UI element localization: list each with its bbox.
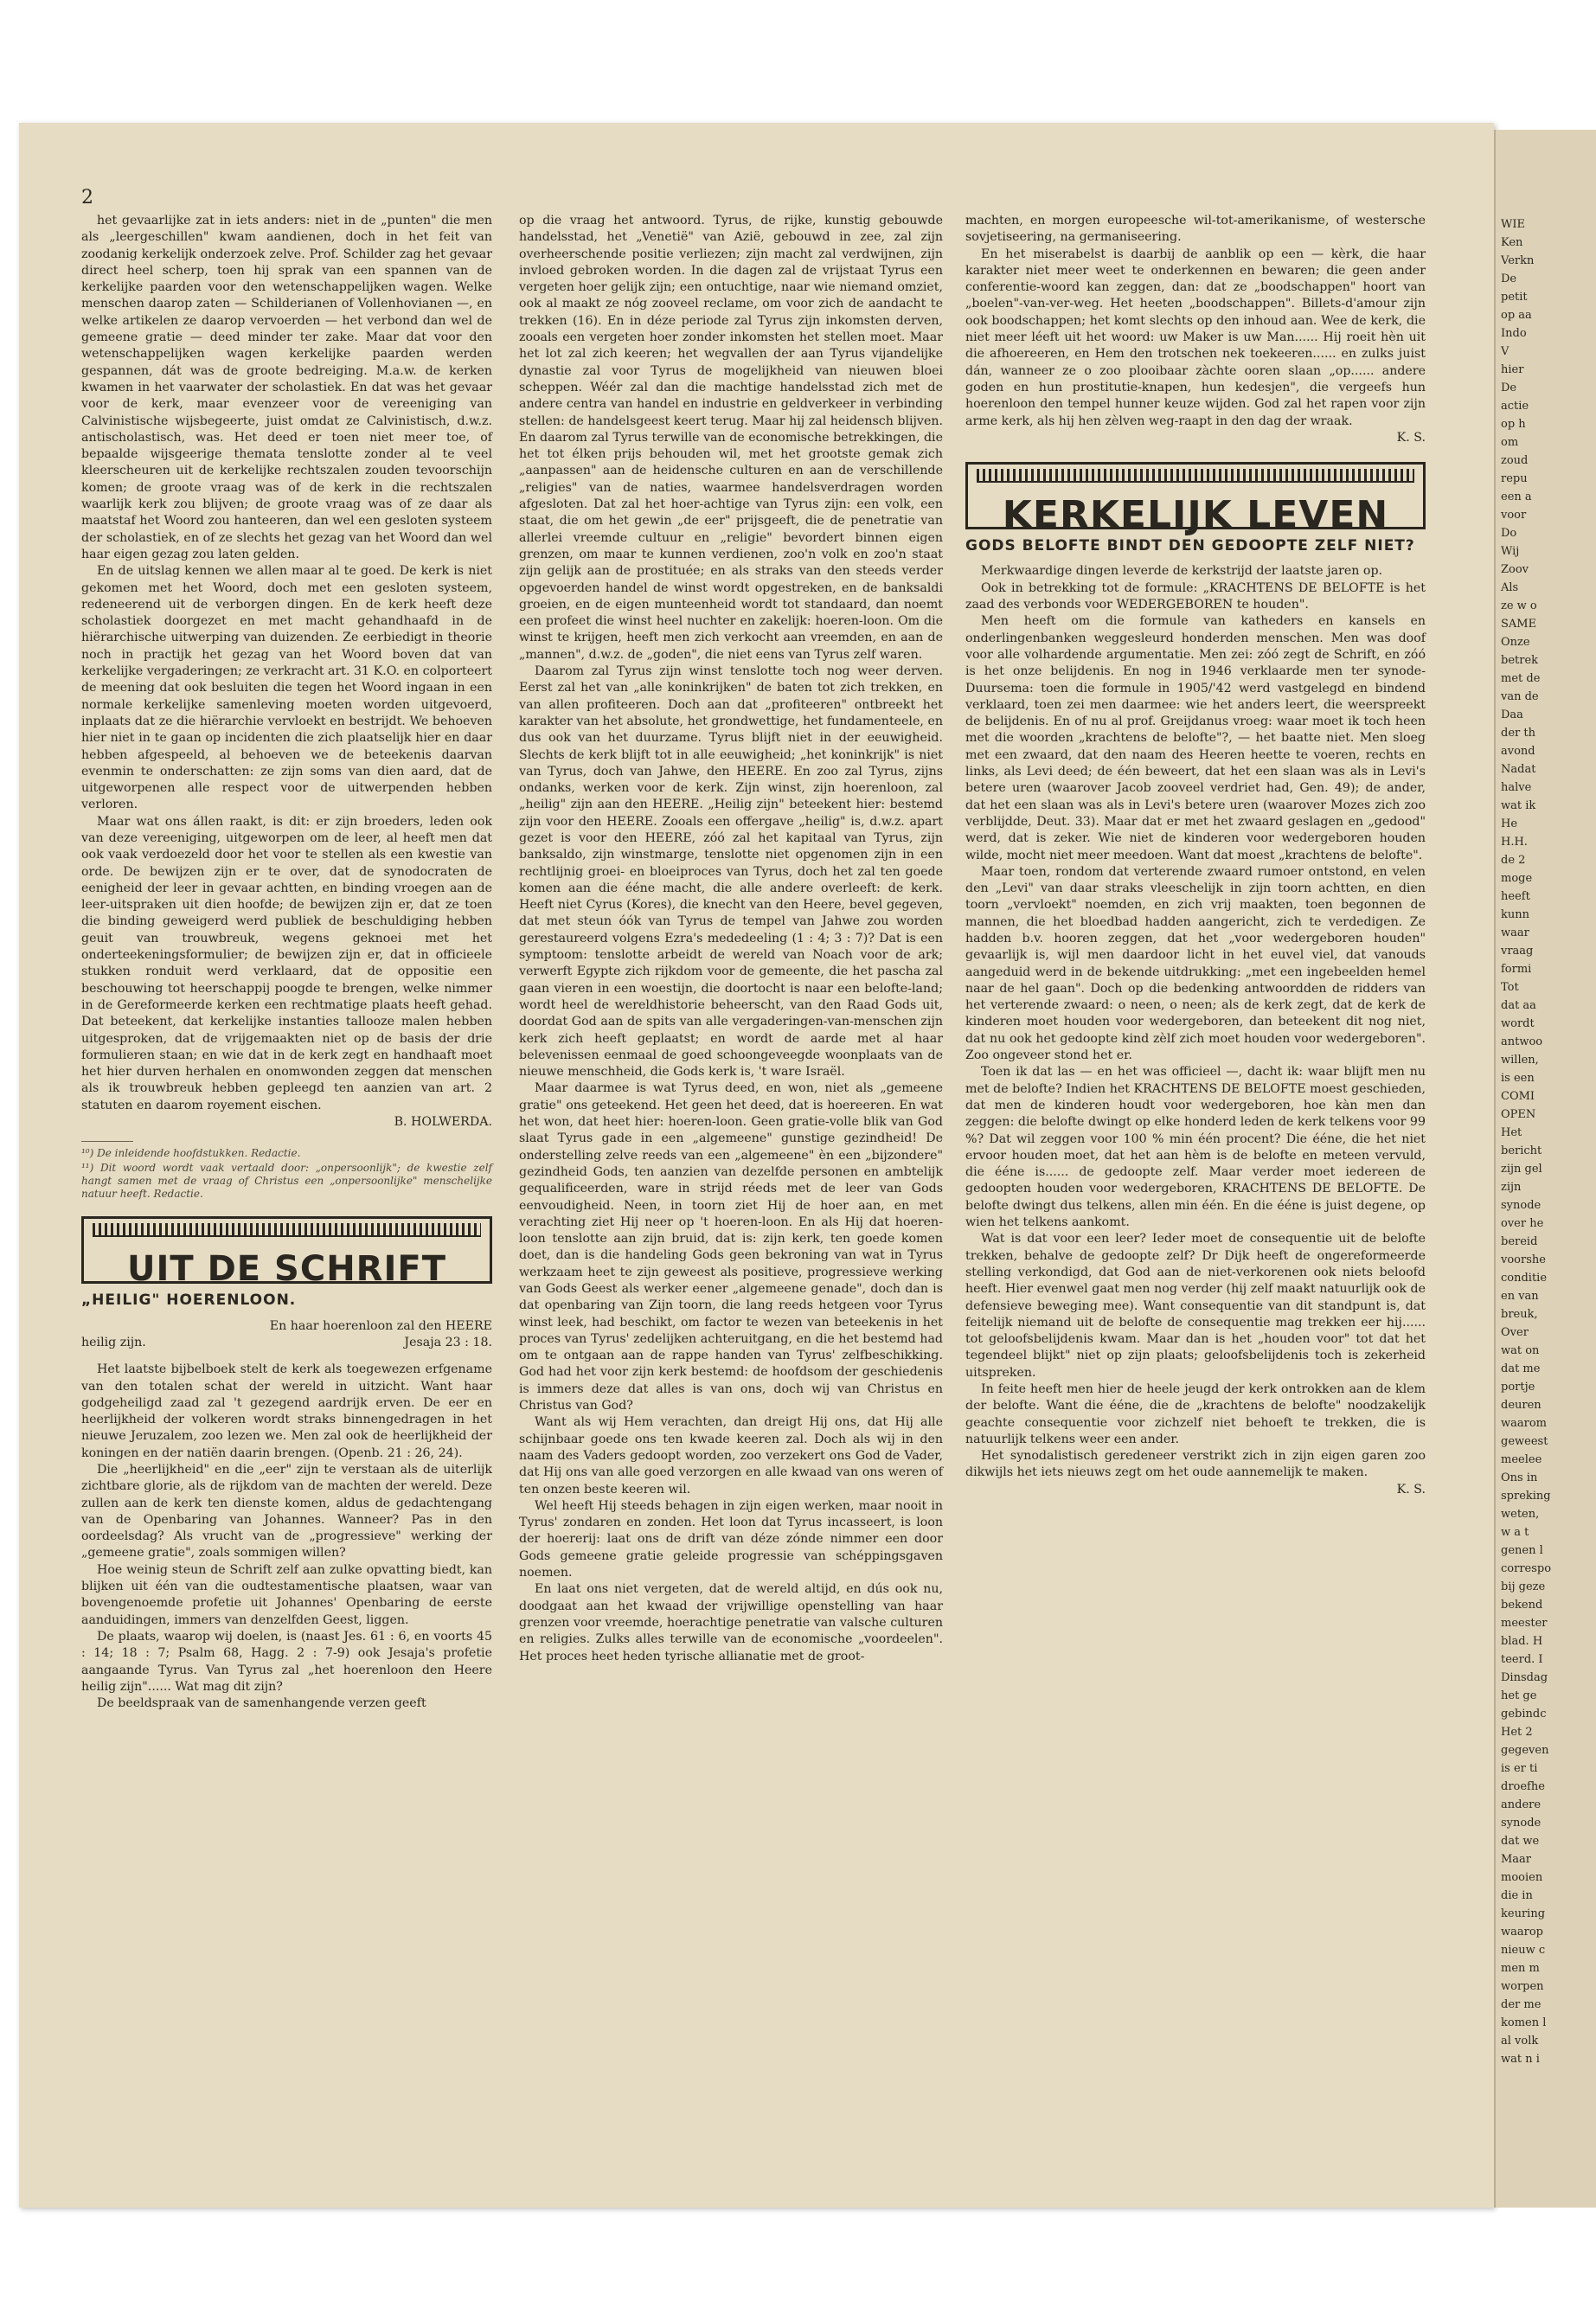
adjacent-page-line: bekend bbox=[1501, 1599, 1543, 1612]
adjacent-page-line: wordt bbox=[1501, 1017, 1535, 1030]
paragraph: Merkwaardige dingen leverde de kerkstrijd der laatste jaren op. bbox=[981, 564, 1383, 579]
motto-reference: Jesaja 23 : 18. bbox=[404, 1335, 492, 1349]
adjacent-page-line: over he bbox=[1501, 1217, 1544, 1230]
adjacent-page-line: petit bbox=[1501, 291, 1528, 304]
footnote: ¹¹) Dit woord wordt vaak vertaald door: „onpersoonlijk"; de kwestie zelf hangt samen met de vraag of Christus een „onpersoonlijke" menschelijke natuur heeft. Redactie. bbox=[81, 1162, 492, 1201]
adjacent-page-line: die in bbox=[1501, 1889, 1533, 1902]
adjacent-page-line: een a bbox=[1501, 490, 1532, 503]
adjacent-page-line: van de bbox=[1501, 690, 1539, 703]
adjacent-page-line: SAME bbox=[1501, 618, 1537, 631]
adjacent-page-line: COMI bbox=[1501, 1090, 1535, 1103]
paragraph: Maar wat ons állen raakt, is dit: er zijn broeders, leden ook van deze vereeniging, uitgeworpen om de leer, al heeft men dat ook vaak verdoezeld door het voor te stellen als een kwestie van orde. De bewijzen zijn er te over, dat de synodocraten de eenigheid der leer in gevaar achtten, en binding vroegen aan de leer-uitspraken uit dien hoofde; de bewijzen zijn er, dat ze toen die binding geweigerd werd publiek de beschuldiging hebben geuit van trouwbreuk, wegens geknoei met het onderteekeningsformulier; de bewijzen zijn er, dat in officieele stukken ronduit werd verklaard, dat de oppositie een beschouwing tot heerschappij poogde te brengen, welke nimmer in de Gereformeerde kerken een rechtmatige plaats heeft gehad. Dat beteekent, dat kerkelijke instanties tallooze malen hebben uitgesproken, dat de vrijgemaakten niet op de basis der drie formulieren staan; en wie dat in de kerk zegt en handhaaft moet het hier durven herhalen en onomwonden zeggen dat menschen als ik trouwbreuk hebben gepleegd ten aanzien van art. 2 statuten en daarom royement eischen. bbox=[81, 814, 492, 1112]
adjacent-page-line: halve bbox=[1501, 781, 1532, 794]
adjacent-page-line: keuring bbox=[1501, 1907, 1546, 1920]
adjacent-page-line: op h bbox=[1501, 418, 1526, 431]
adjacent-page-line: correspo bbox=[1501, 1562, 1552, 1575]
author-signature: B. HOLWERDA. bbox=[394, 1115, 492, 1130]
adjacent-page-line: De bbox=[1501, 381, 1517, 394]
adjacent-page-line: wat ik bbox=[1501, 799, 1536, 812]
adjacent-page-line: spreking bbox=[1501, 1490, 1551, 1503]
adjacent-page-line: ze w o bbox=[1501, 599, 1537, 612]
adjacent-page-line: andere bbox=[1501, 1798, 1542, 1811]
footnotes bbox=[81, 1147, 492, 1201]
adjacent-page-line: en van bbox=[1501, 1290, 1539, 1303]
footnote-divider bbox=[81, 1141, 133, 1142]
adjacent-page-line: waarop bbox=[1501, 1926, 1543, 1939]
adjacent-page-line: hier bbox=[1501, 363, 1524, 376]
adjacent-page-line: actie bbox=[1501, 400, 1529, 413]
paragraph: Het synodalistisch geredeneer verstrikt zich in zijn eigen garen zoo dikwijls het iets nieuws zegt om het oude aannemelijk te maken. bbox=[965, 1449, 1426, 1480]
adjacent-page-line: antwoo bbox=[1501, 1035, 1543, 1048]
adjacent-page-line: wat n i bbox=[1501, 2053, 1540, 2066]
adjacent-page-line: voorshe bbox=[1501, 1253, 1546, 1266]
paragraph: Wel heeft Hij steeds behagen in zijn eigen werken, maar nooit in Tyrus' zondaren en zonden. Het loon dat Tyrus incasseert, is loon der hoererij: laat ons de drift van déze zónde nimmer een door Gods gemeene gratie geleide progressie van schéppingsgaven noemen. bbox=[519, 1498, 943, 1580]
adjacent-page-line: der th bbox=[1501, 727, 1535, 740]
adjacent-page-line: H.H. bbox=[1501, 836, 1528, 849]
adjacent-page-line: teerd. I bbox=[1501, 1653, 1543, 1666]
adjacent-page-line: met de bbox=[1501, 672, 1541, 685]
adjacent-page-line: voor bbox=[1501, 509, 1527, 522]
adjacent-page-line: waarom bbox=[1501, 1417, 1547, 1430]
adjacent-page-line: zijn bbox=[1501, 1181, 1522, 1194]
adjacent-page-line: mooien bbox=[1501, 1871, 1543, 1884]
paragraph: op die vraag het antwoord. Tyrus, de rijke, kunstig gebouwde handelsstad, het „Venetië" van Azië, gebouwd in zee, zal zijn overheerschende positie verliezen; zijn macht zal verdwijnen, zijn invloed gebroken worden. In die dagen zal de vrijstaat Tyrus een vergeten hoer gelijk zijn; een ontuchtige, naar wie niemand omziet, ook al maakt ze nóg zooveel reclame, om voor zich de aandacht te trekken (16). En in déze periode zal Tyrus zijn inkomsten derven, zooals een vergeten hoer zonder inkomsten het stellen moet. Maar het lot zal zich keeren; het wegvallen der aan Tyrus vijandelijke dynastie zal voor Tyrus de mogelijkheid van nieuwen bloei scheppen. Wéér zal dan die machtige handelsstad zich met de andere centra van handel en industrie en geldverkeer in verbinding stellen: de handelsgeest keert terug. Maar hij zal heidensch blijven. En daarom zal Tyrus terwille van de economische betrekkingen, die het tot élken prijs behouden wil, met het grootste gemak zich „aanpassen" aan de heidensche culturen en aan de verschillende „religies" van de naties, waarmee handelsverdragen worden afgesloten. Dat zal het hoer-achtige van Tyrus zijn: een volk, een staat, die om het gewin „de eer" prijsgeeft, die de penetratie van allerlei vreemde cultuur en „religie" bevordert binnen eigen grenzen, om maar te kunnen verdienen, zoo'n volk en zoo'n staat zijn gelijk aan de prostituée; en als straks van den steeds verder opgevoerden handel de winst wordt opgestreken, en de banksaldi groeien, en de eigen munteenheid wordt tot standaard, dan noemt een profeet die winst heel nuchter en zakelijk: hoeren-loon. Om die winst te krijgen, heeft men zich verkocht aan vreemden, en aan de „mannen", d.w.z. de „goden", die niet eens van Tyrus zelf waren. bbox=[519, 214, 943, 662]
adjacent-page-line: bericht bbox=[1501, 1144, 1542, 1157]
adjacent-page-line: Over bbox=[1501, 1326, 1529, 1339]
adjacent-page-line: heeft bbox=[1501, 890, 1530, 903]
adjacent-page-line: w a t bbox=[1501, 1526, 1529, 1539]
banner-title: KERKELIJK LEVEN bbox=[1002, 492, 1389, 537]
page-number: 2 bbox=[81, 187, 93, 208]
adjacent-page-line: Do bbox=[1501, 527, 1517, 540]
paragraph: De plaats, waarop wij doelen, is (naast Jes. 61 : 6, en voorts 45 : 14; 18 : 7; Psalm 68, Hagg. 2 : 7-9) ook Jesaja's profetie aangaande Tyrus. Van Tyrus zal „het hoerenloon den Heere heilig zijn"...... Wat mag dit zijn? bbox=[81, 1629, 492, 1694]
paragraph: Men heeft om die formule van katheders en kansels en onderlingenbanken weggesleurd honderden menschen. Men was doof voor alle volhardende argumentatie. Men zei: zóó zegt de Schrift, en zóó is het onze belijdenis. En nog in 1946 verklaarde men ter synode-Duursema: toen die formule in 1905/'42 werd vastgelegd en bindend verklaard, toen zei men daarmee: wie het anders leert, die weerspreekt de belijdenis. En of nu al prof. Greijdanus vroeg: waar moet ik toch heen met die woorden „krachtens de belofte"?, — het baatte niet. Men sloeg met een zwaard, dat den naam des Heeren heette te voeren, rechts en links, als Levi deed; de één beweert, dat het een slaan was als in Levi's betere uren (waarover Jacob zooveel verdriet had, Gen. 49); de ander, dat het een slaan was als in Levi's betere uren (waarover Mozes zich zoo verblijdde, Deut. 33). Maar dat er met het zwaard geslagen en „gedood" werd, dat is zeker. Wie niet de kinderen voor wedergeboren houden wilde, mocht niet meer meedoen. Want dat moest „krachtens de belofte". bbox=[965, 614, 1426, 862]
adjacent-page bbox=[1494, 130, 1596, 2208]
paragraph: Maar toen, rondom dat verterende zwaard rumoer ontstond, en velen den „Levi" van daar straks vleeschelijk in zijn toorn achtten, en dien toorn „vervloekt" noemden, en zich vrij maakten, toen begonnen de mannen, die het bloedbad hadden aangericht, zich te verdedigen. Ze hadden b.v. hooren zeggen, dat het „voor wedergeboren houden" gevaarlijk is, wijl men daardoor licht in het euvel viel, dat vanouds aangeduid werd in de bekende uitdrukking: „met een ingebeelden hemel naar de hel gaan". Doch op die bedenking antwoordden de ridders van het verterende zwaard: o neen, o neen; als de kerk zegt, dat de kerk de kinderen moet houden voor wedergeboren, dan beteekent dit nog niet, dat nu ook het gedoopte kind zèlf zich moet houden voor wedergeboren". Zoo ongeveer stond het er. bbox=[965, 864, 1426, 1063]
adjacent-page-line: komen l bbox=[1501, 2016, 1547, 2029]
adjacent-page-line: WIE bbox=[1501, 218, 1525, 231]
adjacent-page-line: willen, bbox=[1501, 1054, 1539, 1067]
column-1 bbox=[81, 213, 492, 1712]
paragraph: Die „heerlijkheid" en die „eer" zijn te verstaan als de uiterlijk zichtbare glorie, als de rijkdom van de machten der wereld. Deze zullen aan de kerk ten dienste komen, aldus de gedachtengang van de Openbaring van Johannes. Wanneer? Pas in den oordeelsdag? Als vrucht van de „progressieve" werking der „gemeene gratie", zoals sommigen willen? bbox=[81, 1463, 492, 1561]
adjacent-page-line: is een bbox=[1501, 1072, 1535, 1085]
adjacent-page-line: Dinsdag bbox=[1501, 1671, 1548, 1684]
adjacent-page-line: gebindc bbox=[1501, 1708, 1547, 1721]
adjacent-page-line: Verkn bbox=[1501, 254, 1535, 267]
adjacent-page-line: dat me bbox=[1501, 1362, 1541, 1375]
adjacent-page-line: synode bbox=[1501, 1817, 1542, 1830]
paragraph: In feite heeft men hier de heele jeugd der kerk ontrokken aan de klem der belofte. Want die ééne, die de „krachtens de belofte" noodzakelijk geachte consequentie voor zichzelf niet behoeft te trekken, die is natuurlijk telkens weer een ander. bbox=[965, 1382, 1426, 1446]
adjacent-page-line: meelee bbox=[1501, 1453, 1542, 1466]
adjacent-page-line: bereid bbox=[1501, 1235, 1538, 1248]
adjacent-page-line: Wij bbox=[1501, 545, 1520, 558]
adjacent-page-line: dat aa bbox=[1501, 999, 1536, 1012]
motto-text: En haar hoerenloon zal den HEERE bbox=[269, 1318, 492, 1333]
adjacent-page-line: portje bbox=[1501, 1381, 1535, 1394]
banner-title: UIT DE SCHRIFT bbox=[127, 1249, 446, 1290]
adjacent-page-line: Tot bbox=[1501, 981, 1519, 994]
adjacent-page-line: vraag bbox=[1501, 945, 1534, 958]
author-signature: K. S. bbox=[1396, 1482, 1426, 1497]
adjacent-page-line: Het 2 bbox=[1501, 1726, 1533, 1739]
motto-end: heilig zijn. bbox=[81, 1335, 146, 1349]
adjacent-page-line: Nadat bbox=[1501, 763, 1536, 776]
adjacent-page-line: al volk bbox=[1501, 2035, 1539, 2048]
paragraph: Wat is dat voor een leer? Ieder moet de consequentie uit de belofte trekken, behalve de gedoopte zelf? Dr Dijk heeft de ongereformeerde stelling verkondigd, dat God aan de niet-verkorenen ook niets beloofd heeft. Hier evenwel gaat men nog verder (hij zelf maakt natuurlijk ook de defensieve beweging mee). Want consequentie van dit standpunt is, dat feitelijk niemand uit de belofte de consequentie mag trekken eer hij...... tot geloofsbelijdenis kwam. Maar dan is het „houden voor" tot dat het tegendeel blijkt" niet op zijn plaats; geloofsbelijdenis toch is zekerheid uitspreken. bbox=[965, 1232, 1426, 1380]
adjacent-page-line: De bbox=[1501, 272, 1517, 285]
adjacent-page-line: nieuw c bbox=[1501, 1944, 1546, 1957]
banner-ornament bbox=[93, 1223, 481, 1237]
paragraph: De beeldspraak van de samenhangende verzen geeft bbox=[97, 1696, 426, 1711]
adjacent-page-line: avond bbox=[1501, 745, 1535, 758]
paragraph: Het laatste bijbelboek stelt de kerk als toegewezen erfgename van den totalen schat der wereld in uitzicht. Want haar godgeheiligd zaad zal 't gezegend aardrijk erven. De eer en heerlijkheid der volkeren wordt straks binnengedragen in het nieuwe Jeruzalem, zoo lezen we. Men zal ook de heerlijkheid der koningen en der natiën daarin brengen. (Openb. 21 : 26, 24). bbox=[81, 1362, 492, 1460]
footnote: ¹⁰) De inleidende hoofdstukken. Redactie. bbox=[81, 1147, 301, 1160]
adjacent-page-line: geweest bbox=[1501, 1435, 1548, 1448]
adjacent-page-line: Zoov bbox=[1501, 563, 1529, 576]
adjacent-page-line: He bbox=[1501, 817, 1518, 830]
adjacent-page-line: Ken bbox=[1501, 236, 1523, 249]
adjacent-page-line: gegeven bbox=[1501, 1744, 1549, 1757]
adjacent-page-line: bij geze bbox=[1501, 1580, 1546, 1593]
adjacent-page-line: om bbox=[1501, 436, 1519, 449]
adjacent-page-line: zoud bbox=[1501, 454, 1529, 467]
adjacent-page-line: de 2 bbox=[1501, 854, 1526, 867]
adjacent-page-line: Ons in bbox=[1501, 1471, 1538, 1484]
adjacent-page-line: Indo bbox=[1501, 327, 1527, 340]
motto-line bbox=[81, 1335, 492, 1351]
paragraph: En laat ons niet vergeten, dat de wereld altijd, en dús ook nu, doodgaat aan het kwaad der vrijwillige openstelling van haar grenzen voor vreemde, hoerachtige penetratie van valsche culturen en religies. Zulks alles terwille van de economische „voordeelen". Het proces heet heden tyrische allianatie met de groot- bbox=[519, 1582, 943, 1663]
article-title: GODS BELOFTE BINDT DEN GEDOOPTE ZELF NIET? bbox=[965, 537, 1415, 555]
article-title: „HEILIG" HOERENLOON. bbox=[81, 1292, 297, 1310]
column-2 bbox=[519, 213, 943, 1665]
section-banner-kerkelijk-leven bbox=[965, 462, 1426, 537]
adjacent-page-line: conditie bbox=[1501, 1272, 1548, 1285]
section-banner-uit-de-schrift bbox=[81, 1216, 492, 1290]
adjacent-page-line: Daa bbox=[1501, 708, 1523, 721]
adjacent-page-line: weten, bbox=[1501, 1508, 1540, 1521]
adjacent-page-line: zijn gel bbox=[1501, 1163, 1542, 1176]
adjacent-page-line: formi bbox=[1501, 963, 1532, 976]
adjacent-page-line: worpen bbox=[1501, 1980, 1544, 1993]
adjacent-page-line: kunn bbox=[1501, 908, 1529, 921]
paragraph: Want als wij Hem verachten, dan dreigt Hij ons, dat Hij alle schijnbaar goede ons ten kwade keeren zal. Doch als wij in den naam des Vaders gedoopt worden, zoo verzekert ons God de Vader, dat Hij ons van alle goed verzorgen en alle kwaad van ons weren of ten onzen beste keeren wil. bbox=[519, 1415, 943, 1497]
paragraph: machten, en morgen europeesche wil-tot-amerikanisme, of westersche sovjetiseering, na germaniseering. bbox=[965, 214, 1426, 245]
author-signature: K. S. bbox=[1396, 430, 1426, 445]
adjacent-page-line: men m bbox=[1501, 1962, 1540, 1975]
adjacent-page-line: is er ti bbox=[1501, 1762, 1538, 1775]
adjacent-page-line: meester bbox=[1501, 1617, 1548, 1630]
paragraph: En de uitslag kennen we allen maar al te goed. De kerk is niet gekomen met het Woord, doch met een gesloten systeem, redeneerend uit de verborgen dingen. En de kerk heeft deze scholastiek doorgezet en met macht gehandhaafd in de hiërarchische uitwerping van duizenden. Ze eerbiedigt in theorie noch in practijk het gezag van het Woord boven dat van kerkelijke vergaderingen; ze verkracht art. 31 K.O. en colporteert de meening dat ook besluiten die tegen het Woord ingaan in een normale kerkelijke samenleving moeten worden uitgevoerd, inplaats dat ze die hiërarchie vervloekt en bestrijdt. We behoeven hier niet in te gaan op incidenten die zich plaatselijk hier en daar hebben afgespeeld, al behoeven we de beteekenis daarvan evenmin te onderschatten: ze zijn soms van dien aard, dat de uitgeworpenen alle respect voor de uitwerpenden hebben verloren. bbox=[81, 564, 492, 812]
adjacent-page-line: droefhe bbox=[1501, 1780, 1545, 1793]
banner-ornament bbox=[977, 469, 1414, 483]
adjacent-page-line: repu bbox=[1501, 472, 1528, 485]
adjacent-page-line: synode bbox=[1501, 1199, 1542, 1212]
paragraph: Toen ik dat las — en het was officieel —, dacht ik: waar blijft men nu met de belofte? Indien het KRACHTENS DE BELOFTE moest geschieden, dat men de kinderen houdt voor wedergeboren, hoe kàn men dan zeggen: die belofte dwingt op elke honderd leden de kerk telkens voor 99 %? Dat wil zeggen voor 100 % min één procent? Die ééne, die het niet ervoor houden moet, dat het aan hèm is de belofte en meteen vervuld, die ééne is...... de gedoopte zelf. Maar verder moet iedereen de gedoopten houden voor wedergeboren, KRACHTENS DE BELOFTE. De belofte dwingt dus telkens, allen min één. En die ééne is juist degene, op wien het telkens aankomt. bbox=[965, 1065, 1426, 1230]
adjacent-page-line: op aa bbox=[1501, 309, 1532, 322]
adjacent-page-line: wat on bbox=[1501, 1344, 1540, 1357]
adjacent-page-line: V bbox=[1501, 345, 1509, 358]
adjacent-page-line: Als bbox=[1501, 581, 1519, 594]
paragraph: Daarom zal Tyrus zijn winst tenslotte toch nog weer derven. Eerst zal het van „alle koninkrijken" de baten tot zich trekken, en van allen profiteeren. Doch aan dat „profiteeren" ontbreekt het karakter van het absolute, het grondwettige, het fundamenteele, en dus ook van het duurzame. Tyrus blijft niet in der eeuwigheid. Slechts de kerk blijft tot in alle eeuwigheid; „het koninkrijk" is niet van Tyrus, doch van Jahwe, den HEERE. En zoo zal Tyrus, zijns ondanks, werken voor de kerk. Zijn winst, zijn hoerenloon, zal „heilig" zijn aan den HEERE. „Heilig zijn" beteekent hier: bestemd zijn voor den HEERE. Zooals een offergave „heilig" is, d.w.z. apart gezet is voor den HEERE, zóó zal het kapitaal van Tyrus, zijn banksaldo, zijn winstmarge, tenslotte niet opgenomen zijn in een rechtlijnig groei- en bloeiproces van Tyrus, doch het zal ten goede komen aan die ééne macht, die alle andere overleeft: de kerk. Heeft niet Cyrus (Kores), die knecht van den Heere, bevel gegeven, dat met steun óók van Tyrus de tempel van Jahwe zou worden gerestaureerd volgens Ezra's mededeeling (1 : 4; 3 : 7)? Dat is een symptoom: tenslotte arbeidt de wereld van Noach voor de ark; verwerft Egypte zich rijkdom voor de gemeente, die het pascha zal gaan vieren in een woestijn, die doortocht is naar een belofte-land; wordt heel de wereldhistorie beheerscht, van den Raad Gods uit, doordat God aan de spits van alle vergaderingen-van-menschen zijn kerk zich heeft geplaatst; en wordt de aarde met al haar belevenissen eenmaal de goed schoongeveegde woonplaats van de nieuwe menschheid, die Gods kerk is, 't ware Israël. bbox=[519, 664, 943, 1080]
adjacent-page-line: deuren bbox=[1501, 1399, 1542, 1412]
adjacent-page-line: Het bbox=[1501, 1126, 1522, 1139]
paragraph: Maar daarmee is wat Tyrus deed, en won, niet als „gemeene gratie" ons geteekend. Het geen het deed, dat is hoereeren. En wat het won, dat heet hier: hoeren-loon. Geen gratie-volle blik van God slaat Tyrus gade in een „algemeene" gunstige gezindheid! De onderstelling zelve reeds van een „algemeene" èn een „bijzondere" gezindheid Gods, ten aanzien van dezelfde personen en ambtelijk gequalificeerden, ware in strijd réeds met de leer van Gods eenvoudigheid. Neen, in toorn ziet Hij de hoer aan, en met verachting ziet Hij neer op 't hoeren-loon. En als Hij dat hoeren-loon tenslotte aan zijn bruid, dat is: zijn kerk, ten goede komen doet, dan is die handeling Gods geen bekroning van wat in Tyrus werkzaam heet te zijn geweest als positieve, progressieve werking van Gods Geest als werker eener „algemeene genade", doch dan is dat openbaring van Zijn toorn, die lang reeds hetgeen voor Tyrus winst leek, had beschikt, om factor te wezen van beteekenis in het proces van Tyrus' zedelijken achteruitgang, en die het bestemd had om te ontgaan aan de rappe handen van Tyrus' zelfbeschikking. God had het voor zijn kerk bestemd: de hoofdsom der geschiedenis is immers deze dat alles is van ons, doch wij van Christus en Christus van God? bbox=[519, 1081, 943, 1413]
adjacent-page-line: moge bbox=[1501, 872, 1533, 885]
adjacent-page-line: breuk, bbox=[1501, 1308, 1538, 1321]
paragraph: het gevaarlijke zat in iets anders: niet in de „punten" die men als „leergeschillen" kwam aandienen, doch in het feit van zoodanig kerkelijk onderzoek zelve. Prof. Schilder zag het gevaar direct heel scherp, toen hij sprak van een spannen van de kerkelijke paarden voor den wetenschappelijken wagen. Welke menschen daarop zaten — Schilderianen of Vollenhovianen —, en welke artikelen ze daarop vervoerden — het verbond dan wel de gemeene gratie — deed minder ter zake. Maar dat voor den wetenschappelijken wagen kerkelijke paarden werden gespannen, dát was de groote bedreiging. M.a.w. de kerken kwamen in het vaarwater der scholastiek. En dat was het gevaar voor de kerk, maar evenzeer voor de vereeniging van Calvinistische wijsbegeerte, juist omdat ze Calvinistisch, d.w.z. antischolastisch, was. Het deed er toen niet meer toe, of bepaalde wijsgeerige themata tenslotte zonder al te veel kleerscheuren uit de kerkelijke rechtszalen zouden tevoorschijn komen; de groote vraag was of de kerk in die rechtszalen waarlijk kerk zou blijven; de groote vraag was of ze daar als maatstaf het Woord zou hanteeren, dan wel een gesloten systeem der scholastiek, en of ze slechts het gezag van het Woord dan wel haar eigen gezag zou laten gelden. bbox=[81, 214, 492, 561]
column-3 bbox=[965, 213, 1426, 1498]
adjacent-page-line: Onze bbox=[1501, 636, 1530, 649]
adjacent-page-line: betrek bbox=[1501, 654, 1539, 667]
paragraph: Ook in betrekking tot de formule: „KRACHTENS DE BELOFTE is het zaad des verbonds voor WEDERGEBOREN te houden". bbox=[965, 580, 1426, 612]
paragraph: Hoe weinig steun de Schrift zelf aan zulke opvatting biedt, kan blijken uit één van die oudtestamentische plaatsen, waar van bovengenoemde profetie uit Johannes' Openbaring de eerste aanduidingen, immers van denzelfden Geest, liggen. bbox=[81, 1562, 492, 1627]
adjacent-page-line: waar bbox=[1501, 926, 1529, 939]
adjacent-page-line: OPEN bbox=[1501, 1108, 1536, 1121]
adjacent-page-line: het ge bbox=[1501, 1689, 1537, 1702]
adjacent-page-line: dat we bbox=[1501, 1835, 1540, 1848]
adjacent-page-line: genen l bbox=[1501, 1544, 1543, 1557]
paragraph: En het miserabelst is daarbij de aanblik op een — kèrk, die haar karakter niet meer weet te onderkennen en bewaren; die geen ander conferentie-woord kan zeggen, dan: dat ze „boodschappen" hoort van „boelen"-van-ver-weg. Het heeten „boodschappen". Billets-d'amour zijn ook boodschappen; het komt slechts op den inhoud aan. Wee de kerk, die niet meer léeft uit het woord: uw Maker is uw Man...... Hij roeit hèn uit die afhoereeren, en Hem den trotschen nek toekeeren...... en zulks juist dán, wanneer ze o zoo plooibaar zàchte ooren slaan „op...... andere goden en hun prostitutie-knapen, hun kedesjen", die vergeefs hun hoerenloon den tempel hunner keuze wijden. God zal het rapen voor zijn arme kerk, als hij hen zèlven weg-raapt in den dag der wraak. bbox=[965, 247, 1426, 428]
adjacent-page-line: blad. H bbox=[1501, 1635, 1543, 1648]
adjacent-page-line: der me bbox=[1501, 1998, 1542, 2011]
adjacent-page-line: Maar bbox=[1501, 1853, 1532, 1866]
